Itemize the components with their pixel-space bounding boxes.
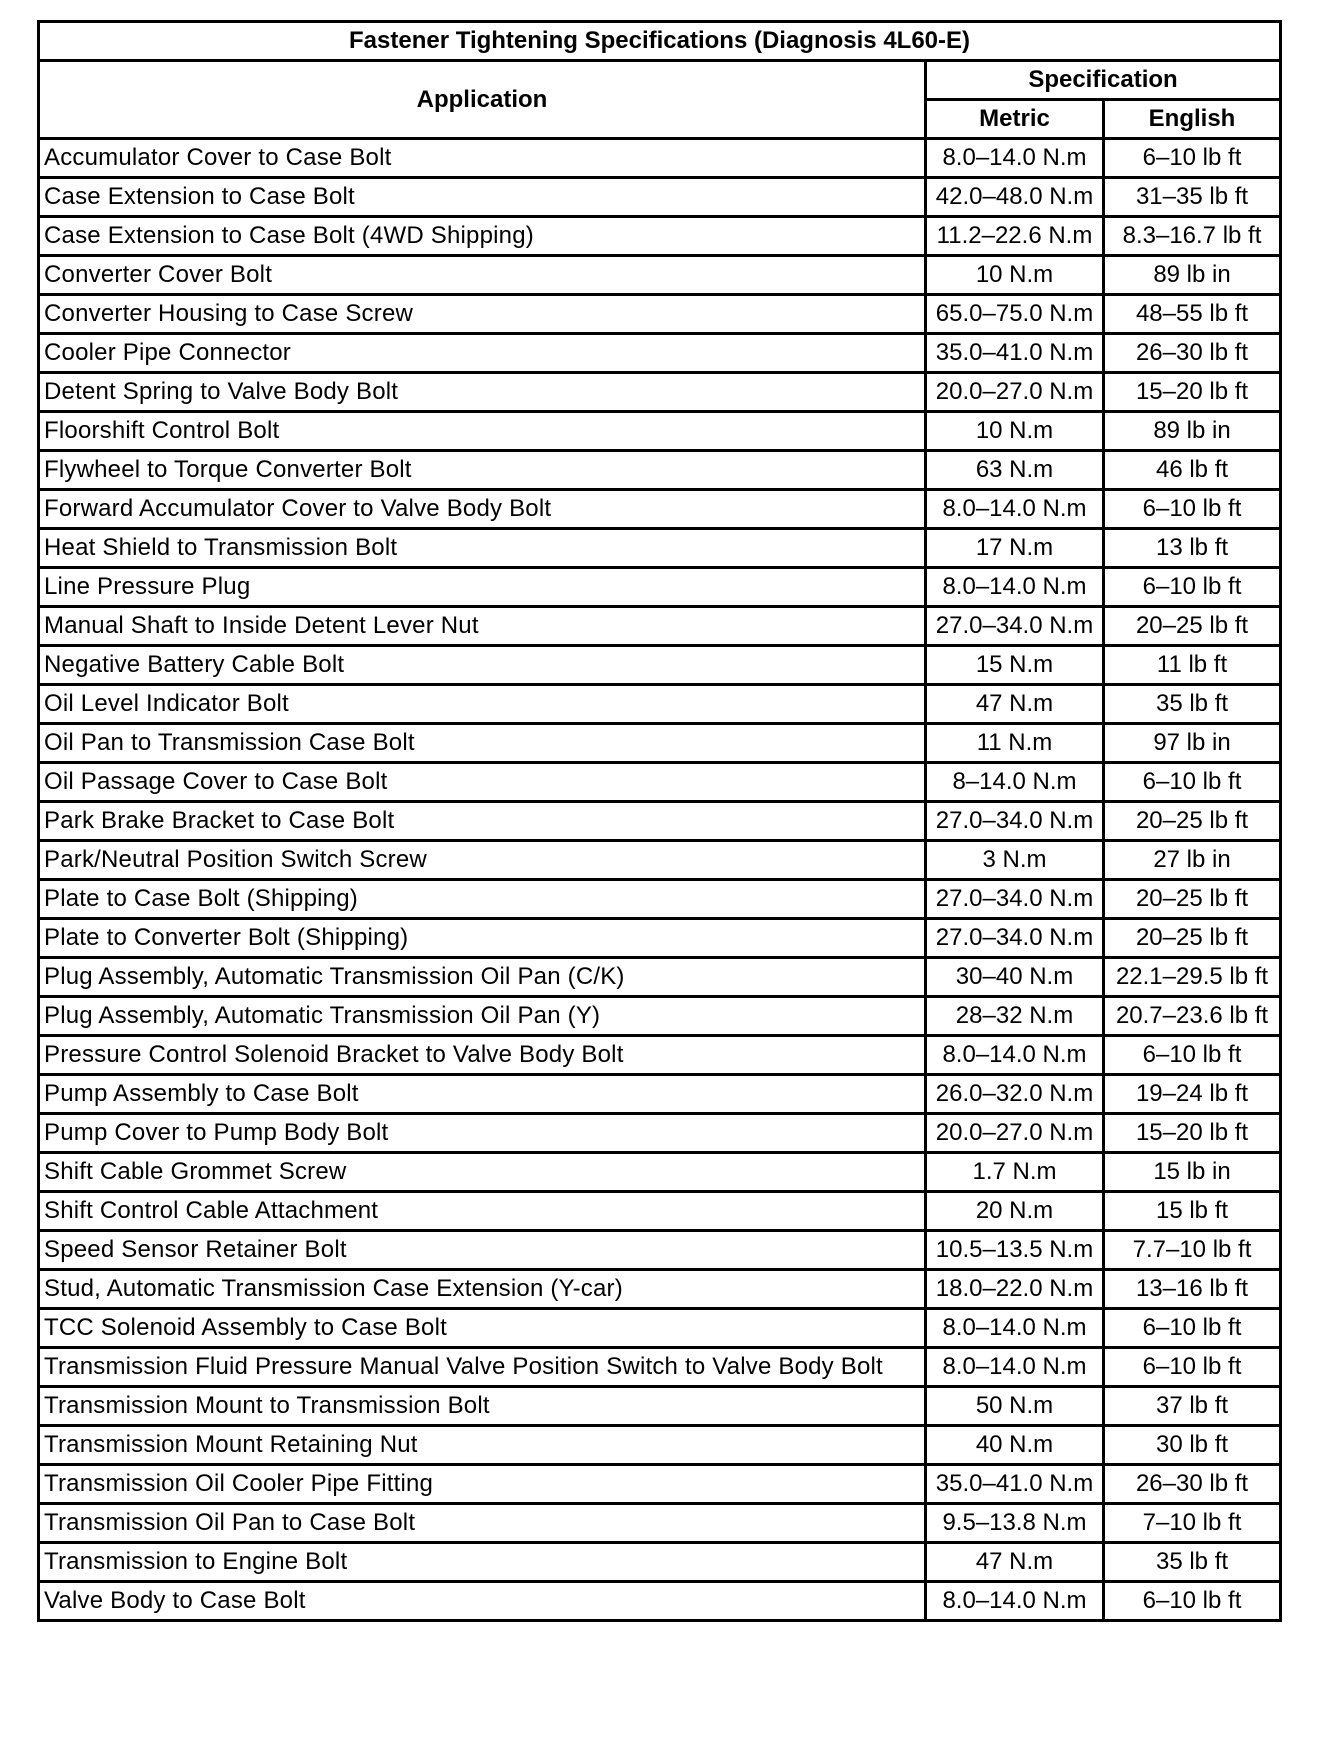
application-cell: Pump Cover to Pump Body Bolt <box>39 1114 926 1153</box>
specification-header: Specification <box>926 61 1281 100</box>
table-row <box>39 1192 1281 1231</box>
application-cell: Cooler Pipe Connector <box>39 334 926 373</box>
table-row <box>39 1465 1281 1504</box>
table-row <box>39 1504 1281 1543</box>
fastener-spec-table <box>37 20 1282 1622</box>
application-cell: Floorshift Control Bolt <box>39 412 926 451</box>
metric-cell: 3 N.m <box>926 841 1104 880</box>
application-cell: Plug Assembly, Automatic Transmission Oil Pan (Y) <box>39 997 926 1036</box>
english-cell: 22.1–29.5 lb ft <box>1104 958 1281 997</box>
english-cell: 6–10 lb ft <box>1104 1309 1281 1348</box>
english-cell: 6–10 lb ft <box>1104 139 1281 178</box>
metric-cell: 40 N.m <box>926 1426 1104 1465</box>
application-cell: Park/Neutral Position Switch Screw <box>39 841 926 880</box>
table-row <box>39 685 1281 724</box>
english-cell: 13–16 lb ft <box>1104 1270 1281 1309</box>
metric-cell: 47 N.m <box>926 1543 1104 1582</box>
table-row <box>39 490 1281 529</box>
application-cell: Plate to Case Bolt (Shipping) <box>39 880 926 919</box>
table-row <box>39 841 1281 880</box>
table-row <box>39 256 1281 295</box>
metric-cell: 8.0–14.0 N.m <box>926 1309 1104 1348</box>
application-cell: Oil Passage Cover to Case Bolt <box>39 763 926 802</box>
application-cell: Line Pressure Plug <box>39 568 926 607</box>
application-cell: Accumulator Cover to Case Bolt <box>39 139 926 178</box>
metric-cell: 20.0–27.0 N.m <box>926 373 1104 412</box>
table-row <box>39 568 1281 607</box>
application-cell: Flywheel to Torque Converter Bolt <box>39 451 926 490</box>
application-cell: Transmission Mount to Transmission Bolt <box>39 1387 926 1426</box>
table-row <box>39 1036 1281 1075</box>
metric-cell: 47 N.m <box>926 685 1104 724</box>
application-cell: Plug Assembly, Automatic Transmission Oil Pan (C/K) <box>39 958 926 997</box>
metric-cell: 15 N.m <box>926 646 1104 685</box>
table-row <box>39 139 1281 178</box>
english-cell: 6–10 lb ft <box>1104 568 1281 607</box>
table-body <box>39 139 1281 1621</box>
application-cell: Valve Body to Case Bolt <box>39 1582 926 1621</box>
application-cell: TCC Solenoid Assembly to Case Bolt <box>39 1309 926 1348</box>
metric-cell: 63 N.m <box>926 451 1104 490</box>
table-row <box>39 1348 1281 1387</box>
metric-cell: 9.5–13.8 N.m <box>926 1504 1104 1543</box>
application-cell: Transmission Oil Cooler Pipe Fitting <box>39 1465 926 1504</box>
table-row <box>39 646 1281 685</box>
english-cell: 6–10 lb ft <box>1104 1036 1281 1075</box>
metric-cell: 10 N.m <box>926 412 1104 451</box>
application-cell: Speed Sensor Retainer Bolt <box>39 1231 926 1270</box>
table-row <box>39 217 1281 256</box>
english-cell: 26–30 lb ft <box>1104 1465 1281 1504</box>
table-row <box>39 802 1281 841</box>
english-cell: 6–10 lb ft <box>1104 1348 1281 1387</box>
english-cell: 37 lb ft <box>1104 1387 1281 1426</box>
table-row <box>39 295 1281 334</box>
english-cell: 31–35 lb ft <box>1104 178 1281 217</box>
metric-cell: 28–32 N.m <box>926 997 1104 1036</box>
english-cell: 27 lb in <box>1104 841 1281 880</box>
metric-cell: 8.0–14.0 N.m <box>926 139 1104 178</box>
table-row <box>39 1114 1281 1153</box>
english-cell: 46 lb ft <box>1104 451 1281 490</box>
application-cell: Pump Assembly to Case Bolt <box>39 1075 926 1114</box>
english-cell: 6–10 lb ft <box>1104 1582 1281 1621</box>
metric-cell: 42.0–48.0 N.m <box>926 178 1104 217</box>
english-cell: 20.7–23.6 lb ft <box>1104 997 1281 1036</box>
english-cell: 15 lb in <box>1104 1153 1281 1192</box>
table-row <box>39 1153 1281 1192</box>
english-cell: 30 lb ft <box>1104 1426 1281 1465</box>
table-row <box>39 607 1281 646</box>
english-cell: 48–55 lb ft <box>1104 295 1281 334</box>
metric-cell: 20.0–27.0 N.m <box>926 1114 1104 1153</box>
metric-cell: 8.0–14.0 N.m <box>926 1582 1104 1621</box>
metric-cell: 8.0–14.0 N.m <box>926 1348 1104 1387</box>
metric-cell: 17 N.m <box>926 529 1104 568</box>
english-cell: 20–25 lb ft <box>1104 607 1281 646</box>
application-cell: Park Brake Bracket to Case Bolt <box>39 802 926 841</box>
table-row <box>39 958 1281 997</box>
english-cell: 7.7–10 lb ft <box>1104 1231 1281 1270</box>
metric-cell: 27.0–34.0 N.m <box>926 607 1104 646</box>
table-row <box>39 1543 1281 1582</box>
metric-cell: 20 N.m <box>926 1192 1104 1231</box>
title-row <box>39 22 1281 61</box>
table-row <box>39 451 1281 490</box>
table-row <box>39 412 1281 451</box>
application-header: Application <box>39 61 926 139</box>
english-cell: 20–25 lb ft <box>1104 919 1281 958</box>
metric-cell: 65.0–75.0 N.m <box>926 295 1104 334</box>
english-cell: 19–24 lb ft <box>1104 1075 1281 1114</box>
application-cell: Heat Shield to Transmission Bolt <box>39 529 926 568</box>
english-cell: 8.3–16.7 lb ft <box>1104 217 1281 256</box>
application-cell: Transmission to Engine Bolt <box>39 1543 926 1582</box>
application-cell: Transmission Mount Retaining Nut <box>39 1426 926 1465</box>
table-title: Fastener Tightening Specifications (Diagnosis 4L60-E) <box>39 22 1281 61</box>
table-row <box>39 1426 1281 1465</box>
english-cell: 13 lb ft <box>1104 529 1281 568</box>
english-cell: 97 lb in <box>1104 724 1281 763</box>
application-cell: Negative Battery Cable Bolt <box>39 646 926 685</box>
metric-cell: 27.0–34.0 N.m <box>926 919 1104 958</box>
metric-cell: 8–14.0 N.m <box>926 763 1104 802</box>
metric-cell: 50 N.m <box>926 1387 1104 1426</box>
table-row <box>39 997 1281 1036</box>
table-row <box>39 529 1281 568</box>
application-cell: Manual Shaft to Inside Detent Lever Nut <box>39 607 926 646</box>
metric-cell: 11.2–22.6 N.m <box>926 217 1104 256</box>
table-row <box>39 178 1281 217</box>
application-cell: Plate to Converter Bolt (Shipping) <box>39 919 926 958</box>
application-cell: Forward Accumulator Cover to Valve Body Bolt <box>39 490 926 529</box>
english-cell: 89 lb in <box>1104 412 1281 451</box>
application-cell: Case Extension to Case Bolt <box>39 178 926 217</box>
header-row-1 <box>39 61 1281 100</box>
application-cell: Pressure Control Solenoid Bracket to Valve Body Bolt <box>39 1036 926 1075</box>
table-row <box>39 919 1281 958</box>
application-cell: Converter Housing to Case Screw <box>39 295 926 334</box>
metric-cell: 8.0–14.0 N.m <box>926 1036 1104 1075</box>
metric-cell: 11 N.m <box>926 724 1104 763</box>
application-cell: Transmission Oil Pan to Case Bolt <box>39 1504 926 1543</box>
english-cell: 89 lb in <box>1104 256 1281 295</box>
table-row <box>39 1270 1281 1309</box>
english-cell: 6–10 lb ft <box>1104 490 1281 529</box>
metric-header: Metric <box>926 100 1104 139</box>
english-cell: 35 lb ft <box>1104 1543 1281 1582</box>
table-row <box>39 1582 1281 1621</box>
table-row <box>39 373 1281 412</box>
english-header: English <box>1104 100 1281 139</box>
application-cell: Detent Spring to Valve Body Bolt <box>39 373 926 412</box>
table-row <box>39 880 1281 919</box>
metric-cell: 35.0–41.0 N.m <box>926 334 1104 373</box>
metric-cell: 26.0–32.0 N.m <box>926 1075 1104 1114</box>
english-cell: 35 lb ft <box>1104 685 1281 724</box>
english-cell: 20–25 lb ft <box>1104 880 1281 919</box>
english-cell: 7–10 lb ft <box>1104 1504 1281 1543</box>
application-cell: Oil Level Indicator Bolt <box>39 685 926 724</box>
metric-cell: 18.0–22.0 N.m <box>926 1270 1104 1309</box>
metric-cell: 8.0–14.0 N.m <box>926 490 1104 529</box>
application-cell: Case Extension to Case Bolt (4WD Shipping) <box>39 217 926 256</box>
metric-cell: 10.5–13.5 N.m <box>926 1231 1104 1270</box>
table-row <box>39 1231 1281 1270</box>
application-cell: Shift Control Cable Attachment <box>39 1192 926 1231</box>
metric-cell: 27.0–34.0 N.m <box>926 880 1104 919</box>
english-cell: 6–10 lb ft <box>1104 763 1281 802</box>
application-cell: Stud, Automatic Transmission Case Extension (Y-car) <box>39 1270 926 1309</box>
english-cell: 15–20 lb ft <box>1104 1114 1281 1153</box>
application-cell: Shift Cable Grommet Screw <box>39 1153 926 1192</box>
english-cell: 26–30 lb ft <box>1104 334 1281 373</box>
metric-cell: 10 N.m <box>926 256 1104 295</box>
table-row <box>39 334 1281 373</box>
metric-cell: 35.0–41.0 N.m <box>926 1465 1104 1504</box>
english-cell: 15–20 lb ft <box>1104 373 1281 412</box>
application-cell: Converter Cover Bolt <box>39 256 926 295</box>
metric-cell: 30–40 N.m <box>926 958 1104 997</box>
application-cell: Oil Pan to Transmission Case Bolt <box>39 724 926 763</box>
table-row <box>39 724 1281 763</box>
table-row <box>39 1309 1281 1348</box>
english-cell: 11 lb ft <box>1104 646 1281 685</box>
metric-cell: 27.0–34.0 N.m <box>926 802 1104 841</box>
table-row <box>39 1075 1281 1114</box>
english-cell: 20–25 lb ft <box>1104 802 1281 841</box>
application-cell: Transmission Fluid Pressure Manual Valve Position Switch to Valve Body Bolt <box>39 1348 926 1387</box>
table-row <box>39 763 1281 802</box>
metric-cell: 8.0–14.0 N.m <box>926 568 1104 607</box>
table-row <box>39 1387 1281 1426</box>
english-cell: 15 lb ft <box>1104 1192 1281 1231</box>
metric-cell: 1.7 N.m <box>926 1153 1104 1192</box>
